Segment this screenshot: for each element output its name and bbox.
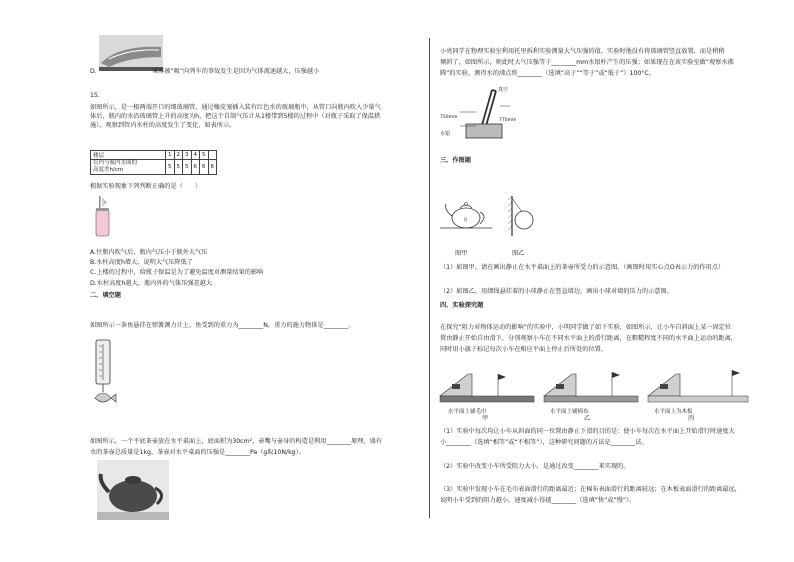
figure-label-yi: 图乙 [512, 250, 525, 257]
table-cell: 1 [166, 151, 175, 160]
label-yi: 乙 [584, 415, 591, 422]
table-cell: 5 [200, 151, 209, 160]
drawing-question-2: （2）如图乙，用细线悬挂着的小球静止在竖直墙边，画出小球对墙的压力的示意图。 [440, 288, 673, 295]
q15-line-1: 如图所示，是一根两端开口的细玻璃管，通过橡皮塞插入装有红色水的玻璃瓶中，从管口向瓶内吹入少量气 [90, 104, 381, 111]
torricelli-line-3: 腾”的实验，测得水的沸点将________（选填“高于”“等于”或“低于”）100°C。 [440, 70, 655, 77]
table-cell: 5 [183, 160, 192, 175]
torricelli-line-1: 小亮同学在物理实验室利用托里拆利实验测量大气压强的值，实验时他没有将玻璃管竖直放置，而是稍稍 [440, 48, 725, 55]
column-divider [429, 38, 430, 518]
fill-question-2-line-2: 水的茶壶总质量是1kg，茶壶对水平桌面的压强是________Pa（g取10N/kg）。 [90, 449, 305, 456]
experiment-q3-line-2: 说明小车受到的阻力越小，速度减小得越________（选填“快”或“慢”）。 [440, 497, 636, 504]
figure-label-jia: 图甲 [455, 250, 468, 257]
label-jia: 甲 [482, 415, 489, 422]
question-15-number: 15. [90, 92, 100, 99]
teapot-on-table-figure [440, 198, 492, 232]
q15-line-2: 体后，瓶内的水沿玻璃管上升的高度为h，把这个自制气压计从1楼带到5楼的过程中（对瓶子采取了保温措 [90, 113, 381, 120]
svg-text:O: O [464, 217, 468, 222]
table-cell: 6 [191, 160, 200, 175]
label-770mm: 770mm [499, 118, 517, 123]
experiment-q2: （2）实验中改变小车所受阻力大小，是通过改变________来实现的。 [440, 463, 630, 470]
ramp-towel [440, 374, 534, 402]
experiment-line-2: 置由静止开始自由滑下，分别观察小车在不同水平面上的滑行距离，在粗糙程度不同的水平面上运动的距离， [440, 335, 737, 342]
table-cell [208, 151, 217, 160]
table-row [91, 151, 217, 160]
experiment-line-3: 同时用小旗子标记每次小车在相应平面上停止后所处的位置。 [440, 346, 608, 353]
table-cell: 4 [191, 151, 200, 160]
row-label-a: 管内与瓶内水面的 [93, 160, 138, 166]
table-cell: 5 [166, 160, 175, 175]
option-a: A.往瓶内吹气后，瓶内气压小于瓶外大气压 [90, 249, 208, 256]
experiment-q1-line-2: 小________（选填“相等”或“不相等”），这种研究问题的方法是________法。 [440, 439, 648, 446]
table-row [91, 160, 217, 175]
ramp-cotton [544, 372, 638, 402]
table-cell: 6 [200, 160, 209, 175]
experiment-line-1: 在探究“阻力对物体运动的影响”的实验中，小明同学做了如下实验，如图所示，让小车自斜面上某一固定位 [440, 324, 732, 331]
label-750mm: 750mm [440, 115, 458, 120]
section-drawing-title: 三、作图题 [440, 157, 471, 164]
section-fill-in-title: 二、填空题 [90, 292, 121, 299]
fill-question-2-line-1: 如图所示，一个平底茶壶放在水平桌面上，底面积为30cm²，壶嘴与壶身的构造是利用________原理，盛有 [90, 438, 383, 445]
table-cell [91, 160, 166, 175]
option-b: B.水柱高度h增大，说明大气压降低了 [90, 259, 193, 266]
svg-text:h: h [104, 200, 107, 205]
table-cell: 6 [208, 160, 217, 175]
row-label-b: 高度差h/cm [93, 167, 124, 173]
q15-ask: 根据实验现象下列判断正确的是（ ） [90, 183, 202, 190]
torricelli-line-2: 倾斜了，如图所示，则此时大气压强等于________mm水银柱产生的压强；如果现在在该实验室做“观察水沸 [440, 59, 734, 66]
option-d-q15: D.水柱高度h越大，瓶内外的气体压强差越大 [90, 280, 213, 287]
floor-height-table [90, 150, 217, 175]
option-d-letter: D. [90, 68, 97, 75]
label-bing: 丙 [688, 415, 695, 422]
table-cell: 3 [183, 151, 192, 160]
bottle-barometer-figure [94, 196, 114, 240]
option-d-text: 乘客被“吸”向列车的事故发生是因为气体流速越大，压强越小 [152, 68, 320, 75]
teapot-photo [97, 460, 169, 520]
experiment-q1-line-1: （1）实验中每次均让小车从斜面的同一位置由静止下滑的目的是：使小车每次在水平面上开始滑行时速度大 [440, 428, 735, 435]
surface-cotton-label: 水平面上铺棉布 [550, 409, 589, 415]
section-experiment-title: 四、实验探究题 [440, 302, 484, 309]
ramp-experiment-figure [438, 360, 750, 406]
label-vacuum: 真空 [498, 87, 509, 93]
fill-question-1: 如图所示一条鱼悬挂在弹簧测力计上，鱼受到的重力为________N，重力的施力物体是________。 [90, 322, 355, 329]
surface-wood-label: 水平面上为木板 [654, 409, 693, 415]
table-cell: 2 [174, 151, 183, 160]
q15-line-3: 施），观察到管内水柱的高度发生了变化，如表所示。 [90, 122, 236, 129]
option-c: C.上楼的过程中，给瓶子保温是为了避免温度对测量结果的影响 [90, 269, 264, 276]
ball-on-wall-figure [508, 196, 536, 240]
label-mercury: 水银 [440, 131, 451, 137]
spring-scale-fish-figure [90, 340, 118, 412]
table-cell: 楼层 [91, 151, 166, 160]
surface-towel-label: 水平面上铺毛巾 [448, 409, 487, 415]
ramp-wood [648, 370, 748, 402]
train-photo [99, 35, 163, 71]
experiment-q3-line-1: （3）实验中发现小车在毛巾表面滑行的距离最近；在棉布表面滑行的距离较远；在木板表面滑行的距离最远， [440, 486, 741, 493]
drawing-question-1: （1）如图甲，请在画出静止在水平桌面上的茶壶所受力的示意图。（画图时用实心点O表示力的作用点） [440, 264, 725, 271]
table-cell: 5 [174, 160, 183, 175]
